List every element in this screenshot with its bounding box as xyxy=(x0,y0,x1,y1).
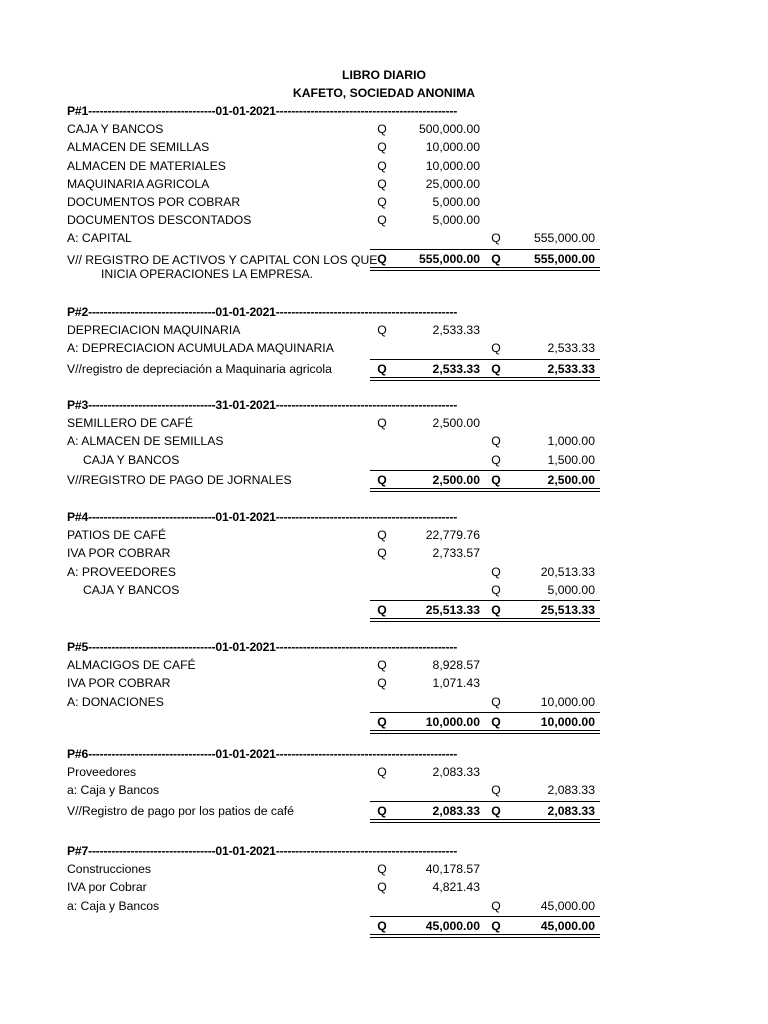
entry-header-label: P#5---------------------------------01-01-2021----------------------------------------------- xyxy=(67,640,458,654)
entry-header-label: P#7---------------------------------01-01-2021----------------------------------------------- xyxy=(67,844,458,858)
currency-symbol: Q xyxy=(377,140,387,155)
credit-amount: 5,000.00 xyxy=(547,582,595,597)
account-name: a: Caja y Bancos xyxy=(67,898,160,913)
currency-symbol: Q xyxy=(491,603,501,617)
total-credit: 2,500.00 xyxy=(547,472,595,487)
debit-amount: 5,000.00 xyxy=(432,195,480,209)
journal-line xyxy=(0,878,768,896)
account-name: A: PROVEEDORES xyxy=(67,564,177,579)
credit-amount: 1,500.00 xyxy=(547,452,595,467)
debit-amount: 5,000.00 xyxy=(432,213,480,228)
debit-amount: 2,500.00 xyxy=(432,416,480,431)
journal-line xyxy=(0,897,768,915)
total-row xyxy=(0,360,768,378)
total-credit: 2,533.33 xyxy=(547,361,595,376)
entry-header xyxy=(0,303,768,321)
document-title: LIBRO DIARIO xyxy=(342,68,426,82)
currency-symbol: Q xyxy=(491,434,501,449)
debit-amount: 500,000.00 xyxy=(419,122,480,137)
journal-line xyxy=(0,860,768,878)
currency-symbol: Q xyxy=(377,658,387,673)
entry-header-label: P#6---------------------------------01-01-2021----------------------------------------------- xyxy=(67,747,458,761)
journal-line xyxy=(0,321,768,339)
total-debit: 25,513.33 xyxy=(425,603,480,617)
currency-symbol: Q xyxy=(377,676,387,691)
journal-line xyxy=(0,175,768,193)
currency-symbol: Q xyxy=(491,564,501,579)
total-double-rule xyxy=(370,819,600,823)
currency-symbol: Q xyxy=(491,783,501,798)
account-name: Construcciones xyxy=(67,862,151,877)
currency-symbol: Q xyxy=(491,714,501,729)
account-name: MAQUINARIA AGRICOLA xyxy=(67,176,210,191)
total-double-rule xyxy=(370,730,600,734)
entry-header xyxy=(0,745,768,763)
total-double-rule xyxy=(370,488,600,492)
credit-amount: 10,000.00 xyxy=(540,694,595,709)
currency-symbol: Q xyxy=(377,416,387,431)
debit-amount: 10,000.00 xyxy=(425,158,480,173)
credit-amount: 1,000.00 xyxy=(547,434,595,449)
account-name: IVA por Cobrar xyxy=(67,880,147,895)
total-row xyxy=(0,802,768,820)
account-name: SEMILLERO DE CAFÉ xyxy=(67,416,193,431)
credit-amount: 2,083.33 xyxy=(547,783,595,798)
entry-header xyxy=(0,842,768,860)
currency-symbol: Q xyxy=(377,603,387,617)
total-row xyxy=(0,917,768,935)
account-name: DOCUMENTOS DESCONTADOS xyxy=(67,213,252,228)
journal-line xyxy=(0,544,768,562)
total-credit: 45,000.00 xyxy=(540,918,595,933)
account-name: DOCUMENTOS POR COBRAR xyxy=(67,195,241,209)
account-name: A: DONACIONES xyxy=(67,694,164,709)
entry-note-continued: INICIA OPERACIONES LA EMPRESA. xyxy=(101,266,313,281)
currency-symbol: Q xyxy=(377,251,387,266)
currency-symbol: Q xyxy=(491,251,501,266)
entry-header-label: P#2---------------------------------01-01-2021----------------------------------------------- xyxy=(67,305,458,319)
currency-symbol: Q xyxy=(377,765,387,780)
journal-line xyxy=(0,656,768,674)
currency-symbol: Q xyxy=(377,918,387,933)
journal-line xyxy=(0,526,768,544)
account-name: PATIOS DE CAFÉ xyxy=(67,528,167,543)
entry-header-label: P#3---------------------------------31-01-2021----------------------------------------------- xyxy=(67,398,458,412)
entry-header-label: P#4---------------------------------01-01-2021----------------------------------------------- xyxy=(67,510,458,524)
journal-line xyxy=(0,563,768,581)
currency-symbol: Q xyxy=(377,195,387,209)
entry-header-label: P#1---------------------------------01-01-2021----------------------------------------------- xyxy=(67,104,458,118)
currency-symbol: Q xyxy=(377,213,387,228)
journal-line xyxy=(0,120,768,138)
account-name: Proveedores xyxy=(67,765,137,780)
journal-line xyxy=(0,138,768,156)
debit-amount: 8,928.57 xyxy=(432,658,480,673)
currency-symbol: Q xyxy=(377,862,387,877)
currency-symbol: Q xyxy=(491,472,501,487)
account-name: CAJA Y BANCOS xyxy=(67,122,164,137)
journal-line xyxy=(0,763,768,781)
account-name: ALMACEN DE SEMILLAS xyxy=(67,140,210,155)
debit-amount: 2,083.33 xyxy=(432,765,480,780)
debit-amount: 1,071.43 xyxy=(432,676,480,691)
total-row xyxy=(0,471,768,489)
total-debit: 555,000.00 xyxy=(419,251,480,266)
currency-symbol: Q xyxy=(491,582,501,597)
total-double-rule xyxy=(370,267,600,271)
journal-line xyxy=(0,432,768,450)
credit-amount: 555,000.00 xyxy=(534,231,595,246)
account-name: CAJA Y BANCOS xyxy=(83,582,180,597)
entry-note: V//registro de depreciación a Maquinaria agricola xyxy=(67,361,332,376)
entry-header xyxy=(0,102,768,120)
currency-symbol: Q xyxy=(377,714,387,729)
total-debit: 2,500.00 xyxy=(432,472,480,487)
debit-amount: 2,533.33 xyxy=(432,323,480,338)
total-debit: 2,533.33 xyxy=(432,361,480,376)
company-name: KAFETO, SOCIEDAD ANONIMA xyxy=(292,86,476,100)
debit-amount: 4,821.43 xyxy=(432,880,480,895)
journal-line xyxy=(0,229,768,247)
currency-symbol: Q xyxy=(491,231,501,246)
entry-note: V//Registro de pago por los patios de café xyxy=(67,803,294,818)
total-debit: 2,083.33 xyxy=(432,803,480,818)
account-name: a: Caja y Bancos xyxy=(67,783,160,798)
total-double-rule xyxy=(370,934,600,938)
currency-symbol: Q xyxy=(377,158,387,173)
debit-amount: 2,733.57 xyxy=(432,546,480,561)
total-row xyxy=(0,713,768,731)
journal-line xyxy=(0,693,768,711)
currency-symbol: Q xyxy=(491,898,501,913)
currency-symbol: Q xyxy=(377,323,387,338)
total-credit: 10,000.00 xyxy=(540,714,595,729)
debit-amount: 40,178.57 xyxy=(425,862,480,877)
journal-line xyxy=(0,781,768,799)
account-name: A: ALMACEN DE SEMILLAS xyxy=(67,434,224,449)
account-name: A: DEPRECIACION ACUMULADA MAQUINARIA xyxy=(67,341,334,356)
journal-line xyxy=(0,157,768,175)
total-double-rule xyxy=(370,618,600,622)
journal-line xyxy=(0,339,768,357)
currency-symbol: Q xyxy=(491,803,501,818)
currency-symbol: Q xyxy=(491,918,501,933)
entry-header xyxy=(0,508,768,526)
total-credit: 25,513.33 xyxy=(540,603,595,617)
currency-symbol: Q xyxy=(377,528,387,543)
account-name: IVA POR COBRAR xyxy=(67,676,171,691)
total-double-rule xyxy=(370,377,600,381)
credit-amount: 2,533.33 xyxy=(547,341,595,356)
credit-amount: 20,513.33 xyxy=(540,564,595,579)
entry-header xyxy=(0,638,768,656)
entry-note: V// REGISTRO DE ACTIVOS Y CAPITAL CON LOS QUE xyxy=(67,252,378,267)
currency-symbol: Q xyxy=(377,546,387,561)
currency-symbol: Q xyxy=(377,176,387,191)
debit-amount: 25,000.00 xyxy=(425,176,480,191)
debit-amount: 10,000.00 xyxy=(425,140,480,155)
account-name: ALMACIGOS DE CAFÉ xyxy=(67,658,196,673)
currency-symbol: Q xyxy=(377,880,387,895)
journal-line xyxy=(0,414,768,432)
currency-symbol: Q xyxy=(491,452,501,467)
currency-symbol: Q xyxy=(491,361,501,376)
journal-line xyxy=(0,451,768,469)
journal-line xyxy=(0,211,768,229)
account-name: DEPRECIACION MAQUINARIA xyxy=(67,323,241,338)
currency-symbol: Q xyxy=(377,122,387,137)
currency-symbol: Q xyxy=(377,472,387,487)
total-debit: 10,000.00 xyxy=(425,714,480,729)
account-name: CAJA Y BANCOS xyxy=(83,452,180,467)
account-name: A: CAPITAL xyxy=(67,231,132,246)
total-credit: 555,000.00 xyxy=(534,251,595,266)
journal-line xyxy=(0,674,768,692)
debit-amount: 22,779.76 xyxy=(425,528,480,543)
total-credit: 2,083.33 xyxy=(547,803,595,818)
currency-symbol: Q xyxy=(377,361,387,376)
currency-symbol: Q xyxy=(491,694,501,709)
account-name: ALMACEN DE MATERIALES xyxy=(67,158,226,173)
currency-symbol: Q xyxy=(491,341,501,356)
journal-line xyxy=(0,581,768,599)
currency-symbol: Q xyxy=(377,803,387,818)
credit-amount: 45,000.00 xyxy=(540,898,595,913)
total-row xyxy=(0,601,768,619)
account-name: IVA POR COBRAR xyxy=(67,546,171,561)
journal-line xyxy=(0,193,768,211)
total-debit: 45,000.00 xyxy=(425,918,480,933)
entry-note: V//REGISTRO DE PAGO DE JORNALES xyxy=(67,472,292,487)
entry-header xyxy=(0,396,768,414)
